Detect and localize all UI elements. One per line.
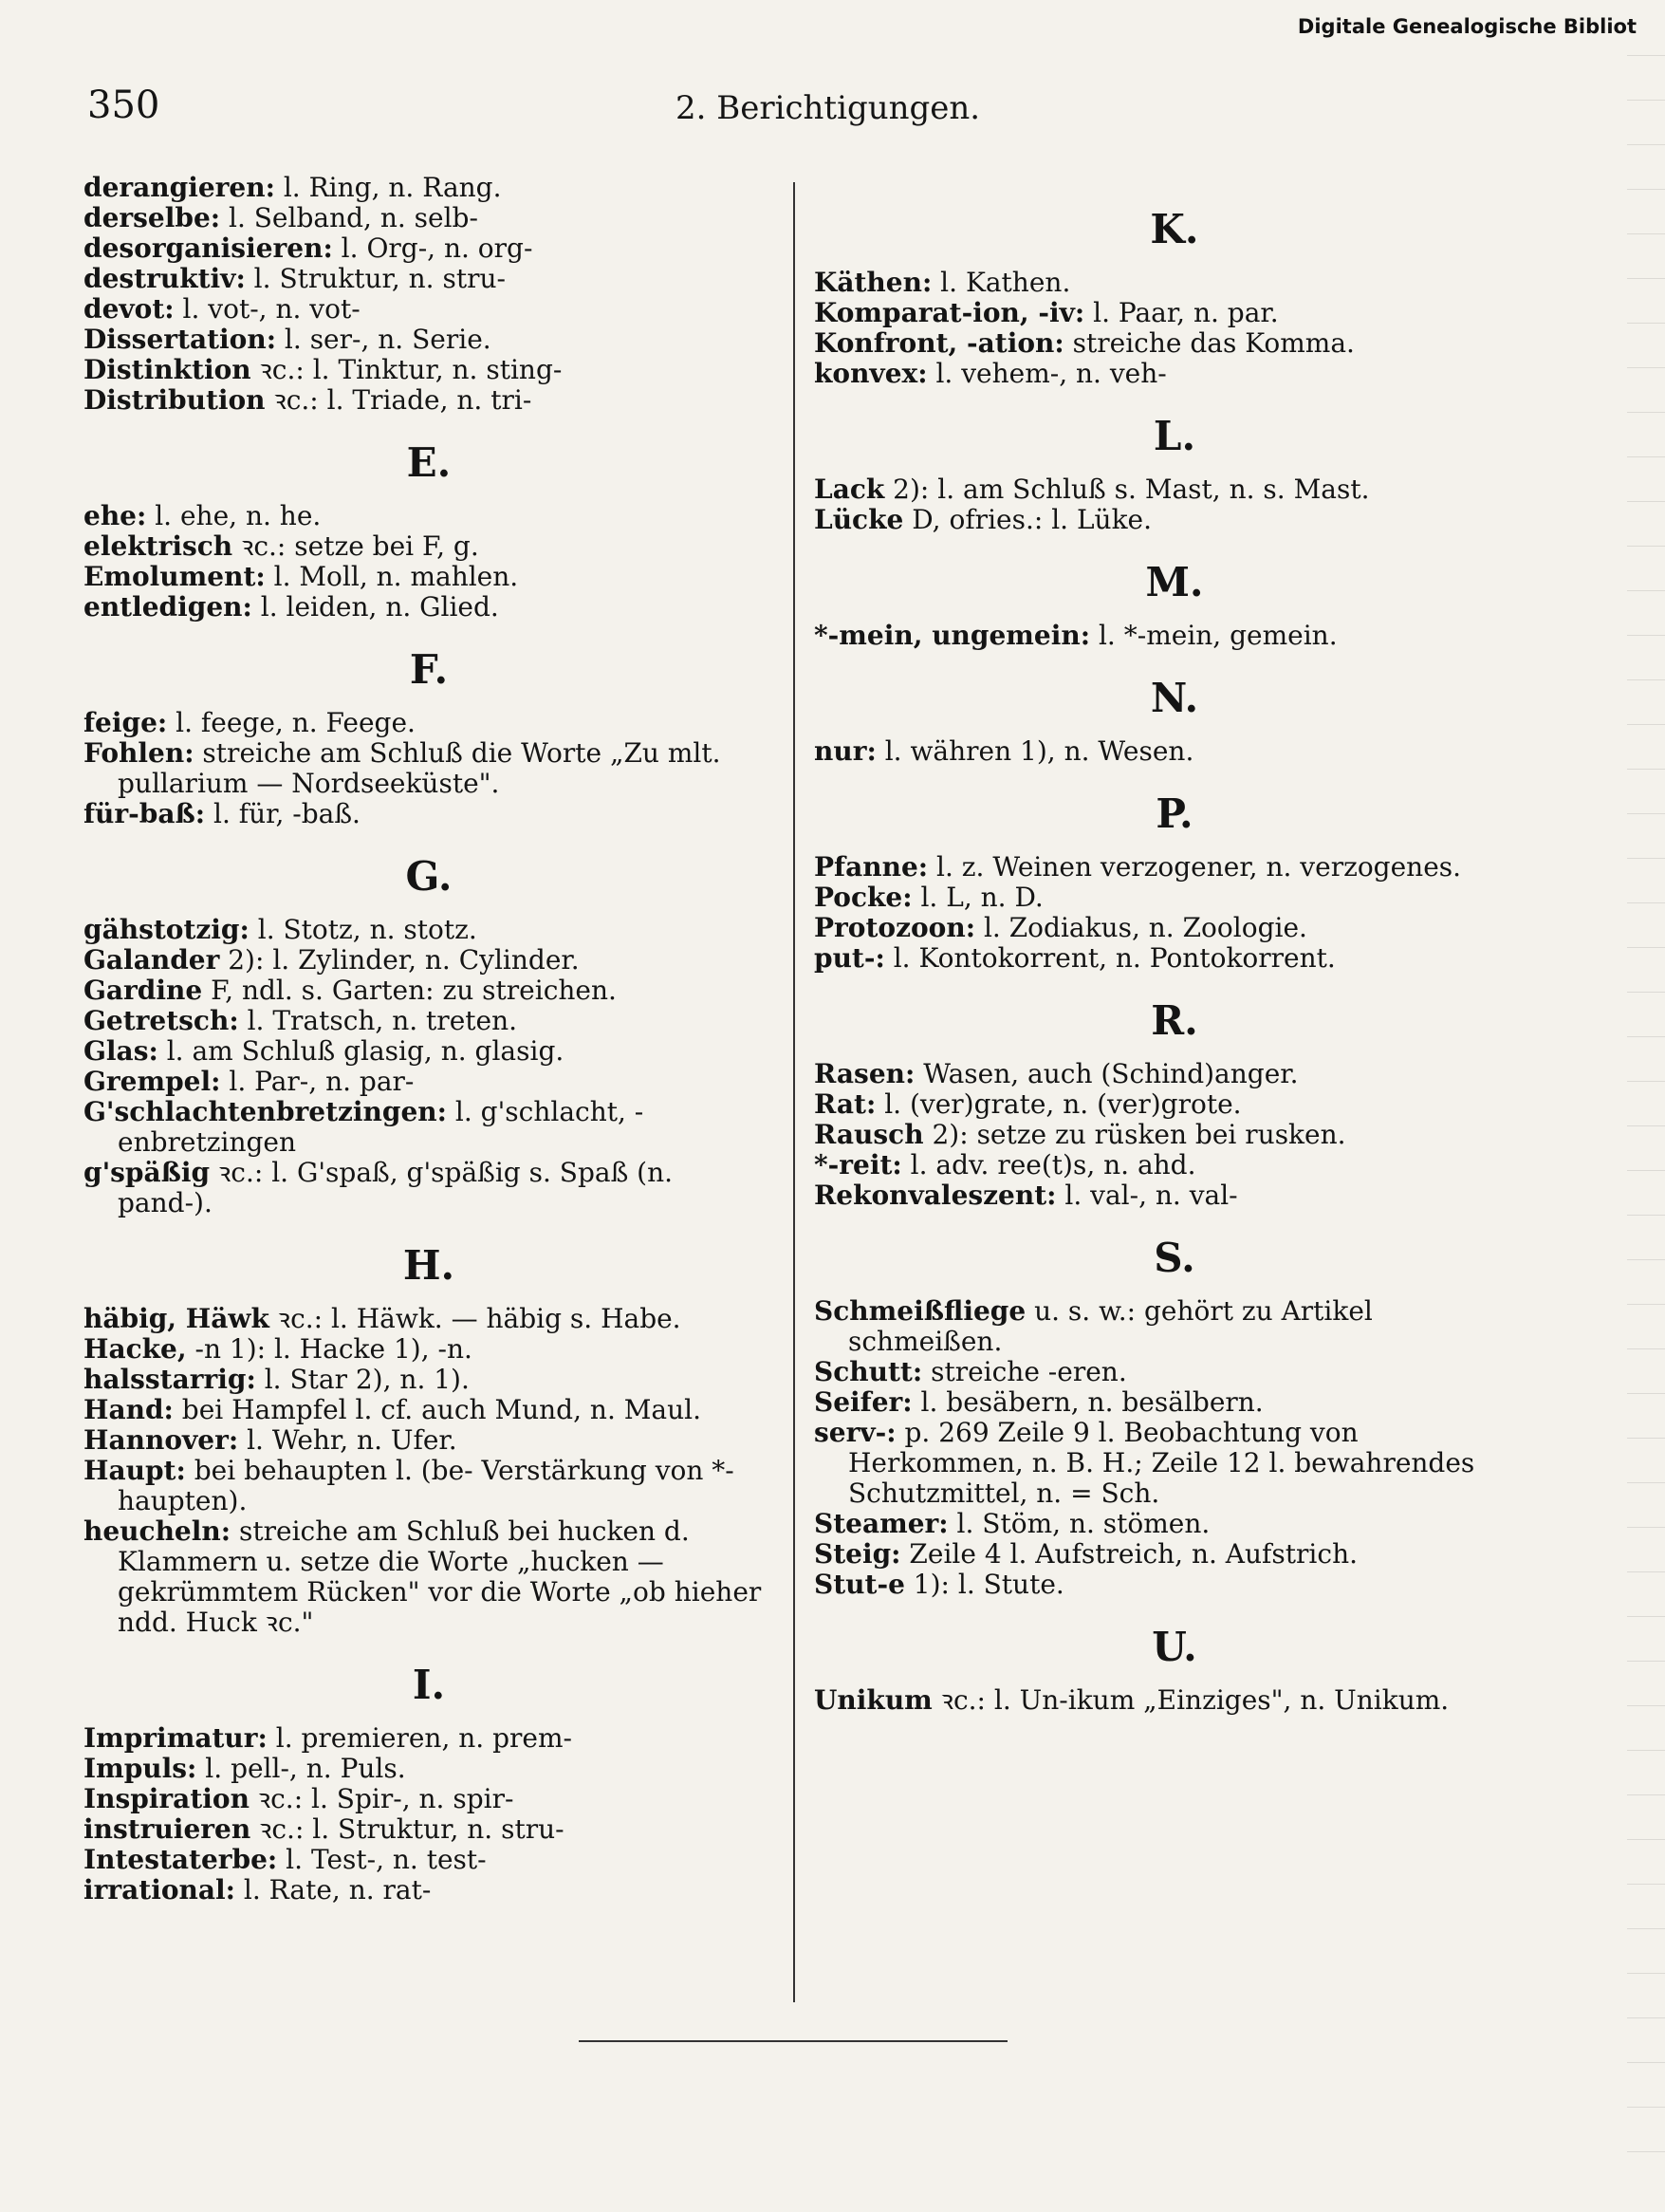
entry-correction: l. Star 2), n. 1). [255, 1364, 470, 1395]
entry-headword: feige: [83, 707, 168, 738]
entry-correction: l. Rate, n. rat- [235, 1874, 432, 1905]
letter-section [814, 998, 1535, 1211]
section-letter: P. [1156, 790, 1193, 837]
correction-entry [814, 1296, 1535, 1357]
letter-section [814, 560, 1535, 651]
correction-entry [83, 708, 774, 738]
entry-correction: l. Kontokorrent, n. Pontokorrent. [884, 942, 1336, 974]
entry-headword: Stut-e [814, 1569, 905, 1600]
letter-section [83, 440, 774, 623]
correction-entry [814, 913, 1535, 943]
entry-headword: Distinktion [83, 354, 251, 385]
correction-entry [814, 1357, 1535, 1387]
entry-headword: Imprimatur: [83, 1722, 268, 1754]
entry-headword: serv-: [814, 1417, 897, 1448]
correction-entry [83, 1036, 774, 1067]
correction-entry [83, 799, 774, 829]
letter-section [814, 676, 1535, 767]
entry-headword: nur: [814, 735, 877, 767]
entry-correction: l. *-mein, gemein. [1090, 620, 1338, 651]
entry-correction: l. vehem-, n. veh- [927, 358, 1167, 389]
correction-entry [83, 531, 774, 562]
entry-headword: Käthen: [814, 267, 933, 298]
entry-correction: F, ndl. s. Garten: zu streichen. [202, 975, 617, 1006]
correction-entry [83, 1814, 774, 1845]
correction-entry [83, 1425, 774, 1456]
correction-entry [814, 505, 1535, 535]
entry-correction: l. premieren, n. prem- [267, 1722, 572, 1754]
entry-correction: l. Stöm, n. stömen. [948, 1508, 1211, 1539]
entry-correction: ꝛc.: l. Triade, n. tri- [265, 384, 532, 416]
entry-headword: Steig: [814, 1538, 901, 1570]
letter-section [814, 791, 1535, 974]
correction-entry [814, 474, 1535, 505]
entry-correction: l. adv. ree(t)s, n. ahd. [901, 1149, 1196, 1180]
section-letter: N. [1150, 675, 1199, 721]
entry-correction: Zeile 4 l. Aufstreich, n. Aufstrich. [900, 1538, 1358, 1570]
entry-headword: irrational: [83, 1874, 236, 1905]
entry-correction: l. Struktur, n. stru- [245, 263, 506, 294]
correction-entry [83, 1097, 774, 1158]
correction-entry [814, 1570, 1535, 1600]
entry-headword: *-reit: [814, 1149, 902, 1180]
library-watermark: Digitale Genealogische Bibliot [1297, 15, 1637, 38]
correction-entry [814, 1150, 1535, 1180]
correction-entry [814, 1089, 1535, 1120]
entry-correction: 2): setze zu rüsken bei rusken. [923, 1119, 1346, 1150]
entry-headword: Grempel: [83, 1066, 221, 1097]
entry-correction: 2): l. am Schluß s. Mast, n. s. Mast. [884, 474, 1370, 505]
entry-headword: Hacke, [83, 1333, 187, 1365]
correction-entry [83, 173, 774, 203]
correction-entry [83, 385, 774, 416]
section-letter: F. [409, 646, 449, 693]
correction-entry [814, 943, 1535, 974]
entry-correction: bei Hampfel l. cf. auch Mund, n. Maul. [173, 1394, 701, 1425]
entry-correction: l. vot-, n. vot- [174, 293, 361, 325]
entry-headword: Konfront, -ation: [814, 327, 1064, 359]
letter-section [814, 414, 1535, 535]
entry-headword: Steamer: [814, 1508, 949, 1539]
entry-headword: Protozoon: [814, 912, 976, 943]
section-letter: I. [412, 1662, 446, 1708]
entry-headword: Unikum [814, 1684, 933, 1716]
correction-entry [83, 1875, 774, 1905]
correction-entry [83, 264, 774, 294]
correction-entry [83, 1754, 774, 1784]
entry-correction: ꝛc.: l. Un-ikum „Einziges", n. Unikum. [932, 1684, 1450, 1716]
entry-headword: häbig, Häwk [83, 1303, 269, 1334]
correction-entry [83, 233, 774, 264]
correction-entry [83, 203, 774, 233]
entry-headword: put-: [814, 942, 885, 974]
entry-headword: Inspiration [83, 1783, 250, 1814]
entry-headword: derangieren: [83, 172, 275, 203]
entry-headword: Galander [83, 944, 220, 976]
entry-correction: -n 1): l. Hacke 1), -n. [186, 1333, 472, 1365]
entry-correction: l. Ring, n. Rang. [274, 172, 502, 203]
entry-correction: ꝛc.: l. Struktur, n. stru- [250, 1813, 564, 1845]
entry-headword: Rekonvaleszent: [814, 1180, 1057, 1211]
entry-correction: l. val-, n. val- [1056, 1180, 1238, 1211]
correction-entry [83, 592, 774, 623]
entry-headword: Seifer: [814, 1386, 913, 1418]
correction-entry [814, 1685, 1535, 1716]
entry-correction: p. 269 Zeile 9 l. Beobachtung von Herkommen, n. B. H.; Zeile 12 l. bewahrendes Schutzmittel, n. = Sch. [848, 1417, 1475, 1509]
entry-correction: l. Moll, n. mahlen. [265, 561, 519, 592]
letter-section [83, 1663, 774, 1905]
entry-correction: l. pell-, n. Puls. [196, 1753, 406, 1784]
correction-entry [83, 1067, 774, 1097]
entry-correction: streiche -eren. [922, 1356, 1127, 1387]
entry-correction: l. Stotz, n. stotz. [249, 914, 477, 945]
correction-entry [814, 1387, 1535, 1418]
entry-headword: Rasen: [814, 1058, 916, 1089]
correction-entry [83, 562, 774, 592]
left-column [83, 173, 774, 1905]
section-letter: G. [405, 853, 453, 900]
entry-correction: streiche am Schluß die Worte „Zu mlt. pullarium — Nordseeküste". [118, 737, 721, 799]
entry-headword: Lücke [814, 504, 904, 535]
entry-correction: l. Test-, n. test- [277, 1844, 487, 1875]
entry-headword: Getretsch: [83, 1005, 239, 1036]
entry-correction: ꝛc.: l. Spir-, n. spir- [249, 1783, 514, 1814]
section-letter: E. [406, 439, 452, 486]
entry-correction: l. L, n. D. [912, 882, 1044, 913]
correction-entry [83, 1304, 774, 1334]
entry-headword: instruieren [83, 1813, 251, 1845]
entry-headword: Emolument: [83, 561, 266, 592]
section-letter: R. [1151, 997, 1198, 1044]
letter-section [83, 647, 774, 829]
correction-entry [814, 1418, 1535, 1509]
entry-correction: D, ofries.: l. Lüke. [903, 504, 1153, 535]
correction-entry [83, 1784, 774, 1814]
entry-headword: Schutt: [814, 1356, 923, 1387]
correction-entry [814, 1539, 1535, 1570]
correction-entry [83, 738, 774, 799]
entry-headword: g'späßig [83, 1157, 211, 1188]
entry-headword: Rausch [814, 1119, 924, 1150]
entry-headword: Intestaterbe: [83, 1844, 278, 1875]
entry-correction: l. währen 1), n. Wesen. [876, 735, 1194, 767]
entry-headword: Lack [814, 474, 885, 505]
section-letter: K. [1150, 206, 1199, 252]
correction-entry [814, 1509, 1535, 1539]
section-letter: U. [1152, 1624, 1197, 1670]
column-divider [793, 182, 795, 2002]
entry-headword: elektrisch [83, 530, 233, 562]
bottom-rule [579, 2040, 1008, 2042]
entry-correction: l. feege, n. Feege. [167, 707, 416, 738]
entry-headword: konvex: [814, 358, 928, 389]
entry-headword: Komparat-ion, -iv: [814, 297, 1085, 328]
entry-correction: l. z. Weinen verzogener, n. verzogenes. [928, 851, 1462, 883]
correction-entry [83, 1395, 774, 1425]
entry-correction: ꝛc.: l. G'spaß, g'späßig s. Spaß (n. pand-). [118, 1157, 674, 1218]
entry-headword: Glas: [83, 1035, 158, 1067]
entry-headword: entledigen: [83, 591, 252, 623]
entry-correction: ꝛc.: l. Tinktur, n. sting- [250, 354, 563, 385]
section-letter: S. [1154, 1235, 1195, 1281]
entry-headword: Fohlen: [83, 737, 194, 769]
entry-correction: Wasen, auch (Schind)anger. [915, 1058, 1299, 1089]
entry-correction: l. für, -baß. [205, 798, 361, 829]
entry-correction: l. g'schlacht, -enbretzingen [118, 1096, 644, 1158]
entry-correction: l. ser-, n. Serie. [276, 324, 491, 355]
entry-correction: streiche das Komma. [1064, 327, 1355, 359]
letter-section [83, 854, 774, 1218]
entry-correction: l. am Schluß glasig, n. glasig. [157, 1035, 564, 1067]
correction-entry [83, 501, 774, 531]
entry-correction: streiche am Schluß bei hucken d. Klammern u. setze die Worte „hucken — gekrümmtem Rücken" vor die Worte „ob hieher ndd. Huck ꝛc." [118, 1515, 762, 1638]
correction-entry [83, 294, 774, 325]
entry-headword: Pfanne: [814, 851, 929, 883]
entry-correction: ꝛc.: setze bei F, g. [232, 530, 479, 562]
entry-correction: l. leiden, n. Glied. [251, 591, 499, 623]
correction-entry [83, 1845, 774, 1875]
entry-headword: destruktiv: [83, 263, 246, 294]
entry-headword: G'schlachtenbretzingen: [83, 1096, 448, 1127]
entry-correction: l. Org-, n. org- [332, 232, 533, 264]
correction-entry [814, 1120, 1535, 1150]
entry-headword: *-mein, ungemein: [814, 620, 1091, 651]
entry-headword: Schmeißfliege [814, 1295, 1027, 1327]
entry-correction: ꝛc.: l. Häwk. — häbig s. Habe. [268, 1303, 681, 1334]
entry-correction: l. (ver)grate, n. (ver)grote. [876, 1088, 1242, 1120]
entry-headword: gähstotzig: [83, 914, 250, 945]
letter-section [814, 1236, 1535, 1600]
entry-headword: Haupt: [83, 1455, 186, 1486]
entry-headword: ehe: [83, 500, 147, 531]
correction-entry [83, 915, 774, 945]
entry-correction: u. s. w.: gehört zu Artikel schmeißen. [848, 1295, 1373, 1357]
entry-headword: für-baß: [83, 798, 206, 829]
entry-headword: halsstarrig: [83, 1364, 256, 1395]
correction-entry [814, 268, 1535, 298]
correction-entry [83, 976, 774, 1006]
correction-entry [83, 1365, 774, 1395]
entry-headword: Hand: [83, 1394, 174, 1425]
scan-edge-noise [1627, 38, 1665, 2183]
running-head: 2. Berichtigungen. [675, 89, 981, 127]
entry-headword: derselbe: [83, 202, 221, 233]
entry-headword: devot: [83, 293, 175, 325]
correction-entry [83, 1158, 774, 1218]
letter-section [814, 207, 1535, 389]
correction-entry [814, 359, 1535, 389]
entry-headword: Hannover: [83, 1424, 239, 1456]
correction-entry [83, 1006, 774, 1036]
correction-entry [83, 1456, 774, 1516]
right-column [814, 182, 1535, 1716]
letter-section [814, 1625, 1535, 1716]
entry-correction: l. besäbern, n. besälbern. [912, 1386, 1264, 1418]
correction-entry [83, 1334, 774, 1365]
page-number: 350 [87, 84, 160, 127]
entry-headword: heucheln: [83, 1515, 231, 1547]
entry-correction: l. Tratsch, n. treten. [238, 1005, 518, 1036]
correction-entry [814, 736, 1535, 767]
correction-entry [814, 852, 1535, 883]
letter-section [83, 173, 774, 416]
entry-correction: l. ehe, n. he. [146, 500, 322, 531]
entry-headword: Gardine [83, 975, 203, 1006]
entry-correction: bei behaupten l. (be- Verstärkung von *-haupten). [118, 1455, 734, 1516]
correction-entry [83, 355, 774, 385]
letter-section [83, 1243, 774, 1638]
section-letter: H. [402, 1242, 455, 1289]
entry-correction: l. Zodiakus, n. Zoologie. [975, 912, 1307, 943]
entry-headword: desorganisieren: [83, 232, 333, 264]
correction-entry [814, 621, 1535, 651]
entry-correction: l. Par-, n. par- [220, 1066, 415, 1097]
entry-correction: l. Paar, n. par. [1084, 297, 1279, 328]
correction-entry [814, 883, 1535, 913]
entry-headword: Rat: [814, 1088, 877, 1120]
entry-headword: Pocke: [814, 882, 913, 913]
correction-entry [814, 1180, 1535, 1211]
entry-headword: Distribution [83, 384, 266, 416]
entry-correction: l. Kathen. [932, 267, 1071, 298]
entry-correction: l. Selband, n. selb- [220, 202, 478, 233]
section-letter: M. [1145, 559, 1204, 605]
correction-entry [83, 945, 774, 976]
correction-entry [814, 298, 1535, 328]
entry-headword: Dissertation: [83, 324, 277, 355]
correction-entry [83, 1516, 774, 1638]
entry-correction: 1): l. Stute. [904, 1569, 1064, 1600]
correction-entry [814, 328, 1535, 359]
entry-headword: Impuls: [83, 1753, 197, 1784]
entry-correction: 2): l. Zylinder, n. Cylinder. [219, 944, 580, 976]
correction-entry [83, 1723, 774, 1754]
correction-entry [814, 1059, 1535, 1089]
section-letter: L. [1153, 413, 1196, 459]
entry-correction: l. Wehr, n. Ufer. [238, 1424, 457, 1456]
correction-entry [83, 325, 774, 355]
